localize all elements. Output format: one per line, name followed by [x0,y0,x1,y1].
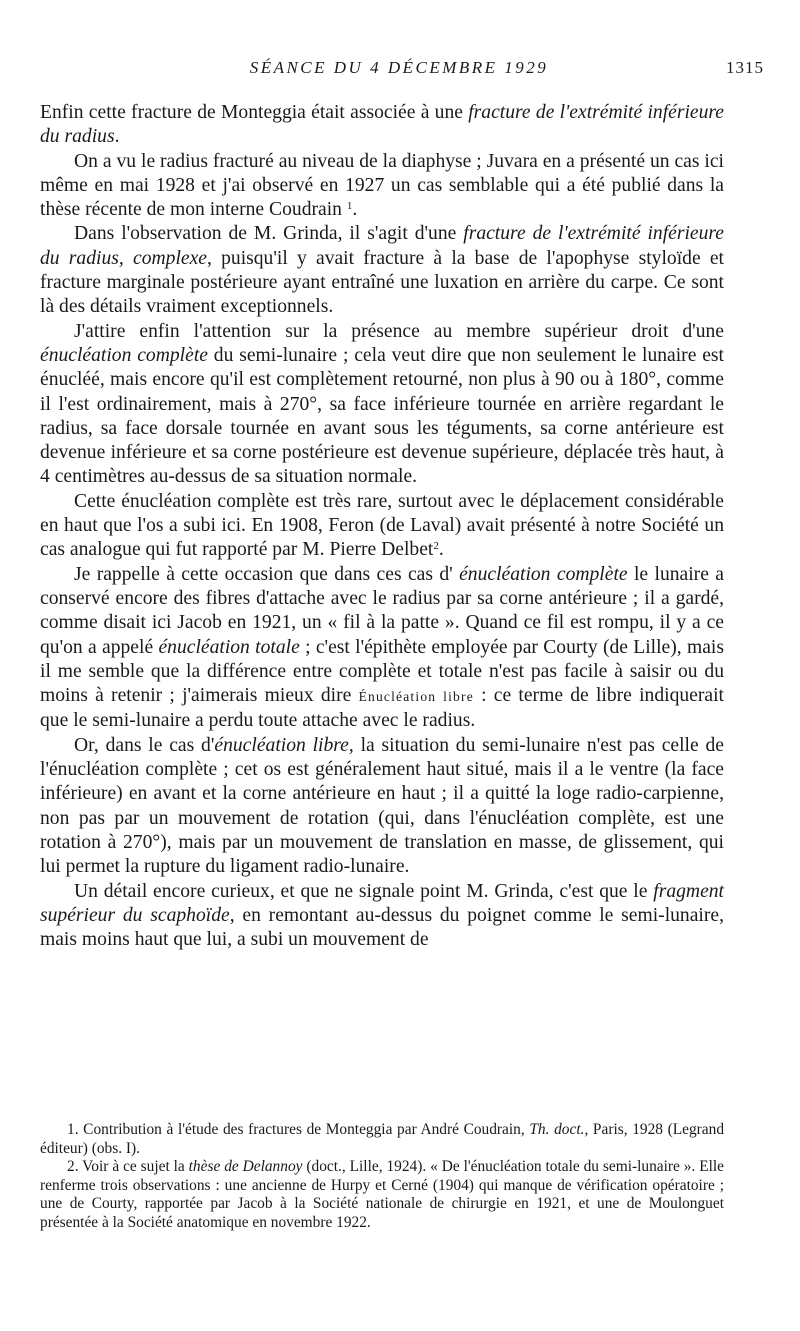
text-run: Dans l'observation de M. Grinda, il s'agit d'une [74,223,464,245]
running-title: SÉANCE DU 4 DÉCEMBRE 1929 [249,58,549,77]
paragraph-2 [40,150,724,223]
paragraph-1 [40,101,724,150]
text-run: On a vu le radius fracturé au niveau de la diaphyse ; Juvara en a présenté un cas ici même en mai 1928 et j'ai observé en 1927 un cas semblable qui a été publié dans la thèse récente de mon interne Coudrain [40,150,724,221]
paragraph-5 [40,490,724,563]
text-run: , puisqu'il y avait fracture à la base de l'apophyse styloïde et fracture marginale postérieure ayant entraîné une luxation en arrière du carpe. Ce sont là des détails vraiment exceptionnels. [40,247,724,318]
italic-run: énucléation complète [40,344,208,366]
text-run: , la situation du semi-lunaire n'est pas celle de l'énucléation complète ; cet os est généralement haut situé, mais il a le ventre (la face inférieure) en avant et la corne antérieure en haut ; il a quitté la loge radio-carpienne, non pas par un mouvement de rotation (qui, dans l'énucléation complète, est une rotation à 270°), mais par un mouvement de translation en masse, de glissement, qui lui permet la rupture du ligament radio-lunaire. [40,734,724,878]
italic-run: fracture de l'extrémité inférieure du radius [40,102,725,148]
text-run: 2. Voir à ce sujet la [67,1158,189,1176]
italic-run: fragment supérieur du scaphoïde [40,880,724,926]
italic-run: Th. doct. [529,1121,585,1138]
text-run: Un détail encore curieux, et que ne signale point M. Grinda, c'est que le [74,880,654,902]
footnote-1 [40,1121,724,1158]
paragraph-4 [40,320,724,490]
text-run: ; c'est l'épithète employée par Courty (de Lille), mais il me semble que la différence entre complète et totale n'est pas facile à saisir ou du moins à retenir ; j'aimerais mieux dire [40,636,724,707]
text-run: (doct., Lille, 1924). « De l'énucléation totale du semi-lunaire ». Elle renferme trois observations : une ancienne de Hurpy et Cerné (1904) qui manque de vérification opératoire ; une de Courty, rapportée par Jacob à la Société nationale de chirurgie en 1921, et une de Moulonguet présentée à la Société anatomique en novembre 1922. [40,1158,724,1231]
text-run: 1. Contribution à l'étude des fractures de Monteggia par André Coudrain, [67,1121,530,1138]
paragraph-7 [40,734,724,880]
text-run: , en remontant au-dessus du poignet comme le semi-lunaire, mais moins haut que lui, a subi un mouvement de [40,904,724,951]
body-text [40,101,724,952]
text-run: Enfin cette fracture de Monteggia était associée à une [40,102,469,123]
text-run: le lunaire a conservé encore des fibres d'attache avec le radius par sa corne antérieure ; il a gardé, comme disait ici Jacob en 1921, un « fil à la patte ». Quand ce fil est rompu, il y a ce qu'on a appelé [40,563,724,658]
text-run: . [114,126,120,148]
italic-run: thèse de Delannoy [188,1158,303,1176]
text-run: Or, dans le cas d' [74,734,215,756]
text-run: . [438,539,444,561]
italic-run: énucléation libre [214,734,349,756]
page-number: 1315 [726,58,764,77]
small-caps-run: Énucléation libre [358,689,474,705]
paragraph-3 [40,222,724,319]
text-run: . [352,199,358,221]
italic-run: énucléation totale [158,636,300,658]
footnote-2 [40,1158,724,1232]
italic-run: énucléation complète [459,563,628,585]
text-run: du semi-lunaire ; cela veut dire que non seulement le lunaire est énucléé, mais encore qu'il est complètement retourné, non plus à 90 ou à 180°, comme il l'est ordinairement, mais à 270°, sa face inférieure tournée en arrière regardant le radius, sa face dorsale tournée en avant sous les téguments, sa corne antérieure est devenue inférieure et sa corne postérieure est devenue supérieure, déplacée très haut, à 4 centimètres au-dessus de sa situation normale. [40,344,724,488]
footnote-ref: 2 [433,540,439,553]
text-run: : ce terme de libre indiquerait que le semi-lunaire a perdu toute attache avec le radius. [40,685,724,732]
italic-run: fracture de l'extrémité inférieure du radius, complexe [40,223,724,269]
text-run: Cette énucléation complète est très rare, surtout avec le déplacement considérable en haut que l'os a subi ici. En 1908, Feron (de Laval) avait présenté à notre Société un cas analogue qui fut rapporté par M. Pierre Delbet [40,490,724,561]
page-header [34,58,764,84]
footnotes [40,1121,724,1233]
text-run: J'attire enfin l'attention sur la présence au membre supérieur droit d'une [74,320,724,342]
paragraph-6 [40,563,724,734]
paragraph-8 [40,880,724,953]
text-run: , Paris, 1928 (Legrand éditeur) (obs. I). [40,1121,725,1157]
footnote-ref: 1 [346,200,353,213]
text-run: Je rappelle à cette occasion que dans ces cas d' [74,563,460,585]
